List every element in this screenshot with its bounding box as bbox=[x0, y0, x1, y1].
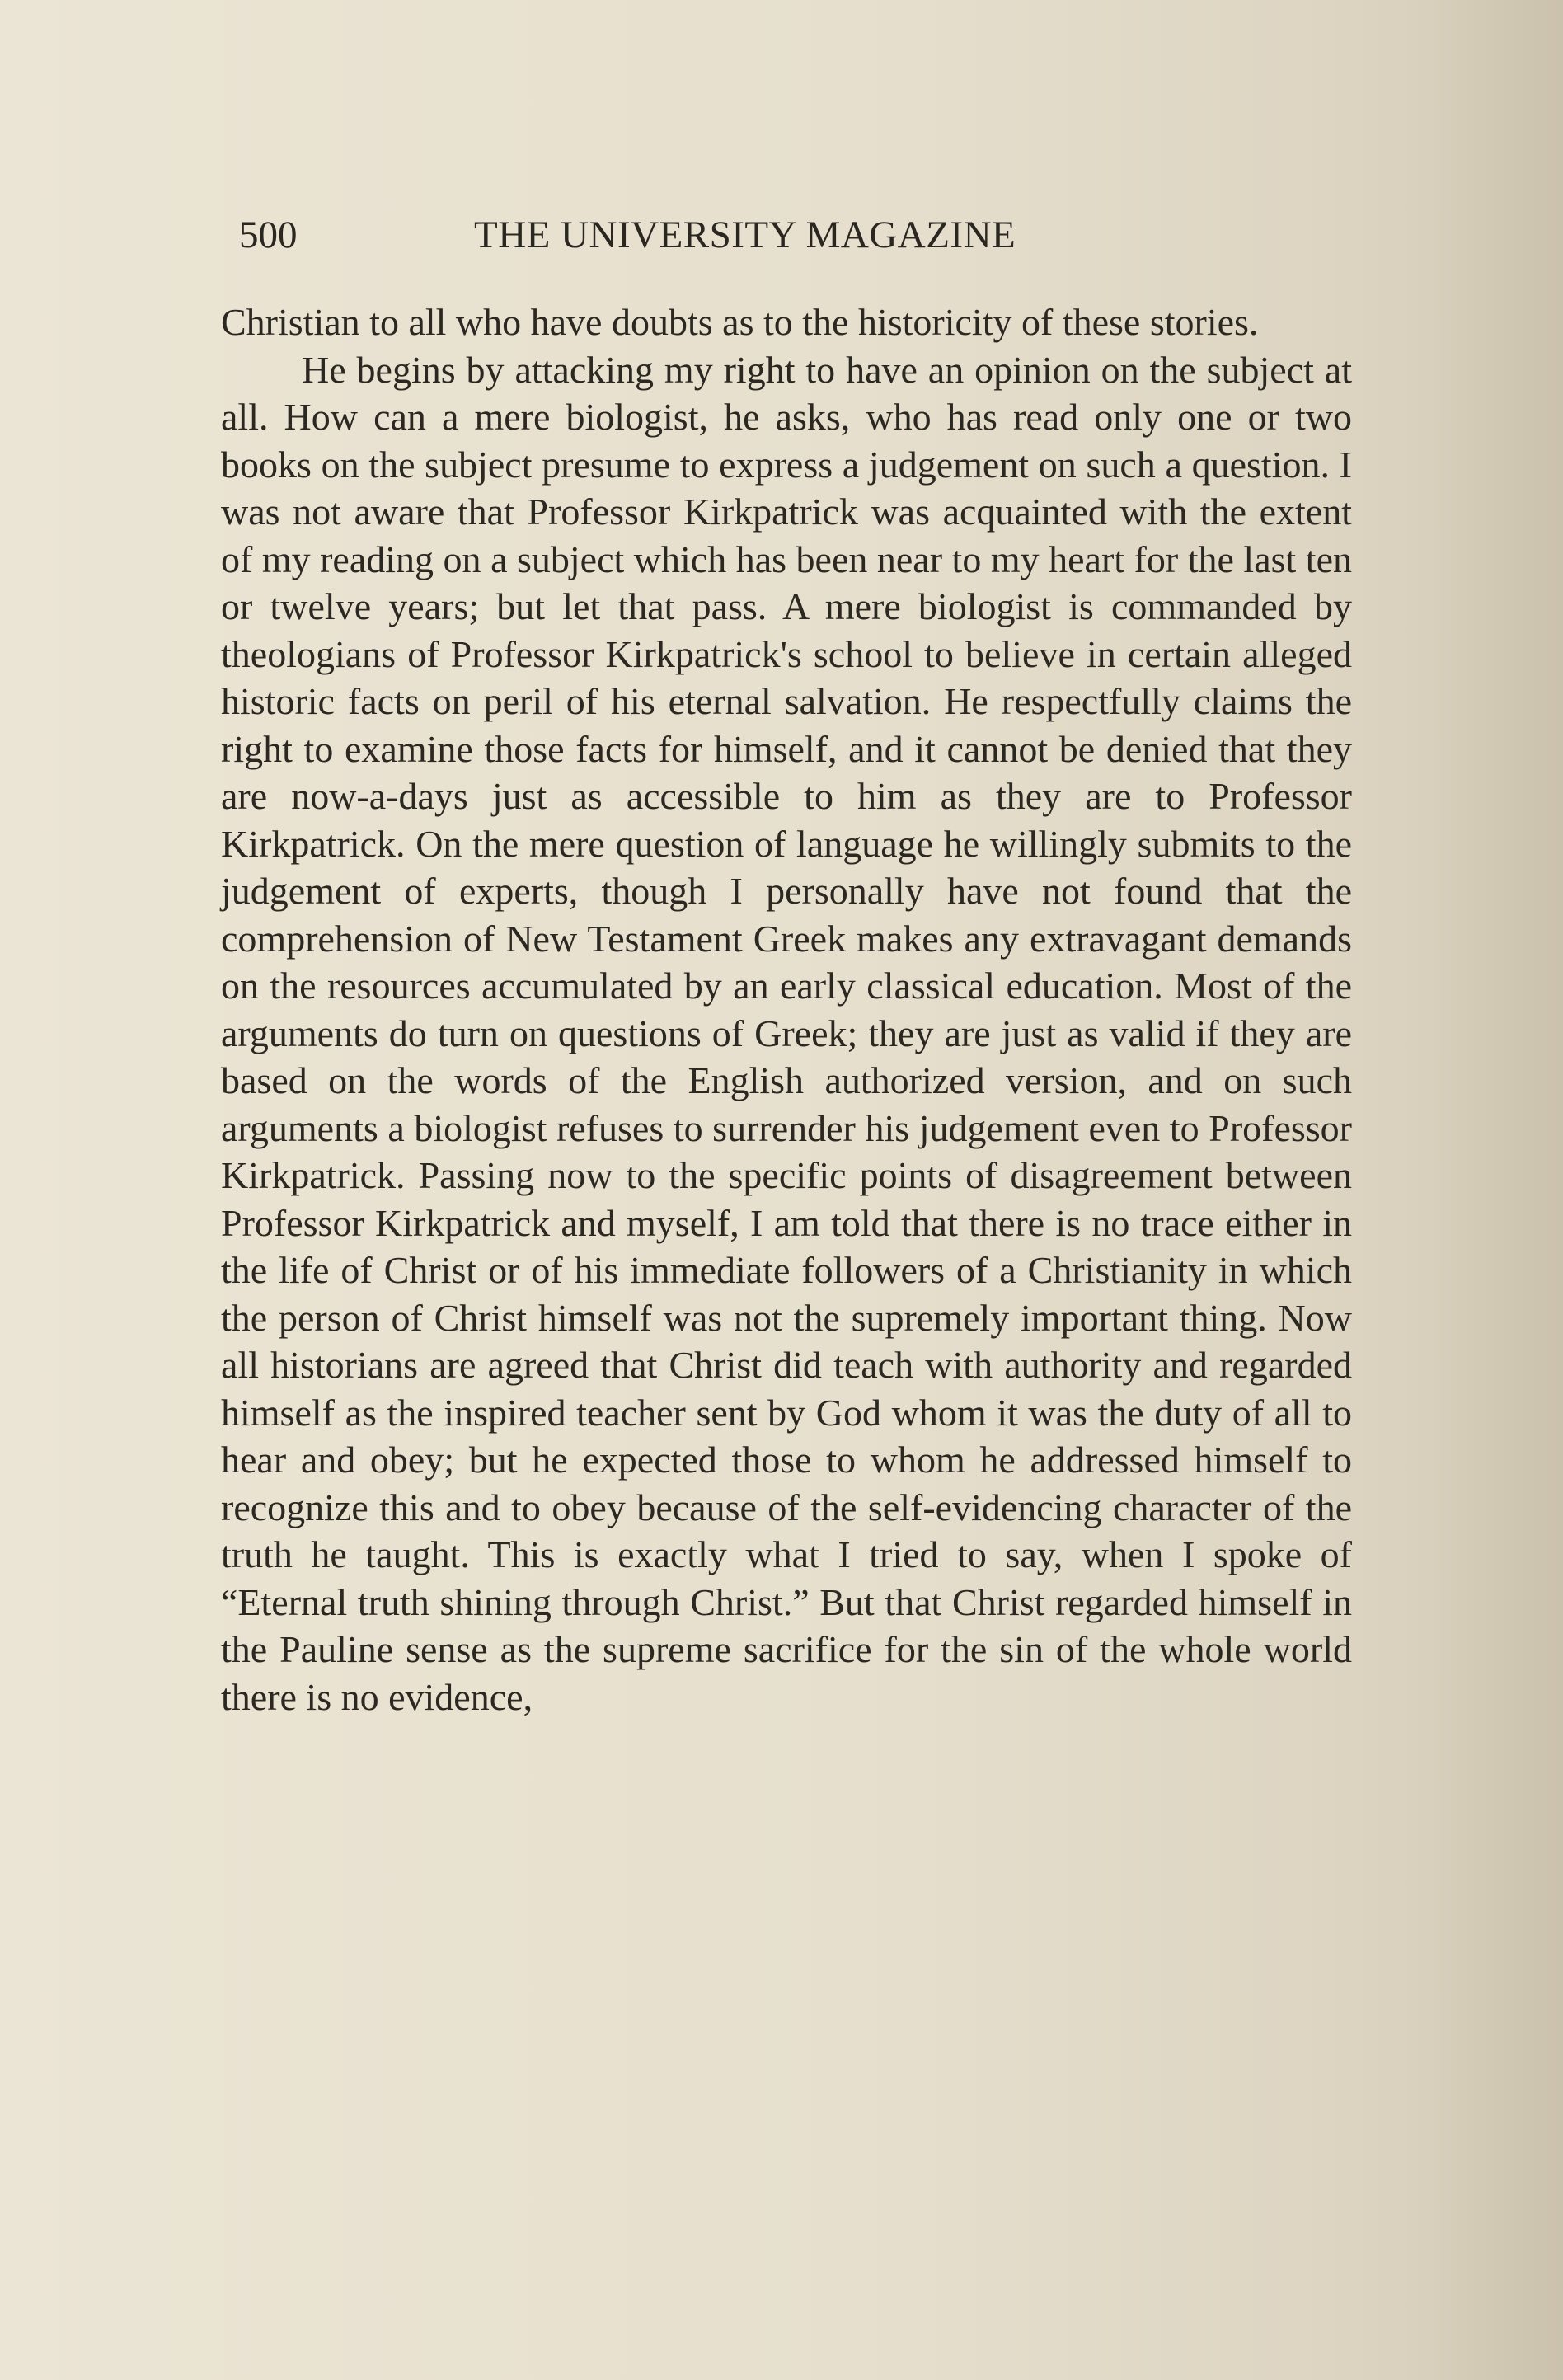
page-header bbox=[239, 213, 1360, 270]
paragraph: He begins by attacking my right to have an opinion on the subject at all. How can a mere biologist, he asks, who has read only one or two books on the subject presume to express a judgement on such a question. I was not aware that Professor Kirkpatrick was acquainted with the extent of my reading on a subject which has been near to my heart for the last ten or twelve years; but let that pass. A mere biologist is commanded by theologians of Professor Kirkpatrick's school to believe in certain alleged historic facts on peril of his eternal salvation. He respectfully claims the right to examine those facts for himself, and it cannot be denied that they are now-a-days just as accessible to him as they are to Professor Kirkpatrick. On the mere question of language he willingly submits to the judgement of experts, though I personally have not found that the comprehension of New Testament Greek makes any extravagant demands on the resources accumulated by an early classical education. Most of the arguments do turn on questions of Greek; they are just as valid if they are based on the words of the English authorized version, and on such arguments a biologist refuses to surrender his judgement even to Professor Kirkpatrick. Passing now to the specific points of disagreement between Professor Kirkpatrick and myself, I am told that there is no trace either in the life of Christ or of his immediate followers of a Christianity in which the person of Christ himself was not the supremely important thing. Now all historians are agreed that Christ did teach with authority and regarded himself as the inspired teacher sent by God whom it was the duty of all to hear and obey; but he expected those to whom he addressed himself to recognize this and to obey because of the self-evidencing character of the truth he taught. This is exactly what I tried to say, when I spoke of “Eternal truth shining through Christ.” But that Christ regarded himself in the Pauline sense as the supreme sacrifice for the sin of the whole world there is no evidence, bbox=[221, 348, 1352, 1718]
paragraph: Christian to all who have doubts as to the historicity of these stories. bbox=[221, 301, 1259, 343]
page-number: 500 bbox=[239, 214, 298, 256]
running-head: THE UNIVERSITY MAGAZINE bbox=[474, 214, 1016, 256]
body-text bbox=[221, 298, 1352, 1720]
